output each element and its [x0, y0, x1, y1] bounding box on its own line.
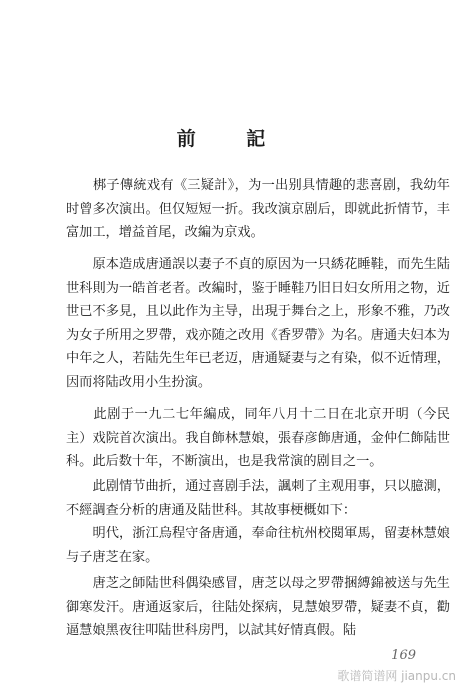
paragraph: 此剧情节曲折，通过喜剧手法，諷刺了主观用事，只以臆測，不經調查分析的唐通及陆世科。其故事梗概如下：: [66, 479, 450, 518]
paragraph: 梆子傳統戏有《三疑計》，为一出别具情趣的悲喜剧，我幼年时曾多次演出。但仅短短一折。我改演京剧后，即就此折情节，丰富加工，增益首尾，改編为京戏。: [66, 178, 450, 241]
paragraph: 此剧于一九二七年編成，同年八月十二日在北京开明（今民主）戏院首次演出。我自飾林慧娘，張春彦飾唐通，金仲仁飾陆世科。此后数十年，不断演出，也是我常演的剧目之一。: [66, 407, 450, 470]
paragraph: 唐芝之師陆世科偶染感冒，唐芝以母之罗帶捆縛錦被送与先生御寒发汗。唐通返家后，往陆处探病，見慧娘罗帶，疑妻不貞，勸逼慧娘黑夜往叩陆世科房門，以試其好情真假。陆: [66, 576, 450, 639]
paragraph: 原本造成唐通誤以妻子不貞的原因为一只綉花睡鞋，而先生陆世科則为一皓首老者。改編时，鉴于睡鞋乃旧日妇女所用之物，近世已不多見，且以此作为主导，出現于舞台之上，形象不雅，乃改为女子所用之罗帶，戏亦随之改用《香罗帶》为名。唐通夫妇本为中年之人，若陆先生年已老迈，唐通疑妻与之有染，似不近情理，因而将陆改用小生扮演。: [66, 257, 450, 390]
page-title: 前 記: [176, 128, 288, 150]
watermark: 歌谱简谱网 jianpu.cn: [337, 669, 456, 683]
paragraph: 明代，浙江烏程守备唐通，奉命往杭州校閱軍馬，留妻林慧娘与子唐芝在家。: [66, 526, 450, 565]
page-number: 169: [391, 648, 416, 663]
